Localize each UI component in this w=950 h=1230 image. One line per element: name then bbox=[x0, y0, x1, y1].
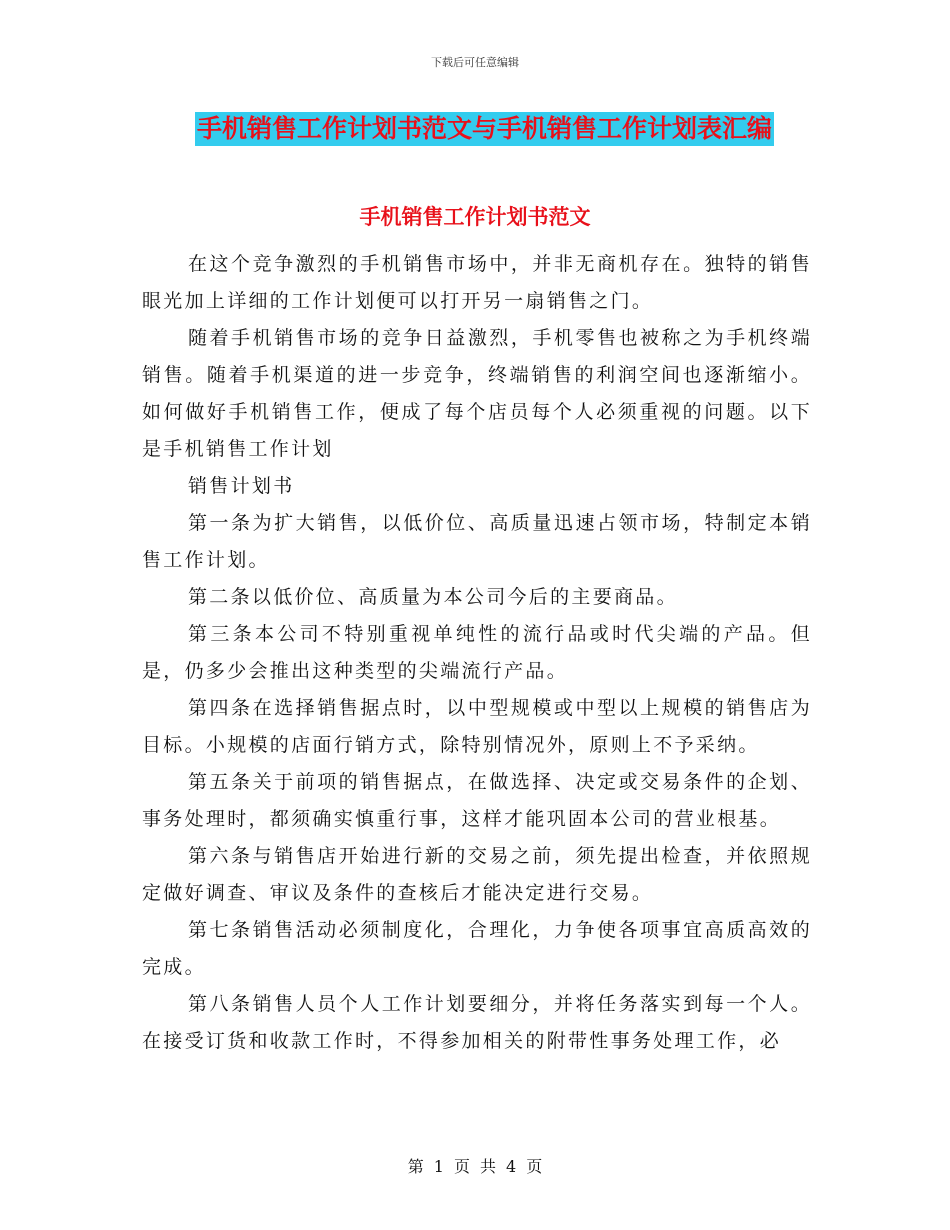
document-body bbox=[142, 246, 812, 1060]
article-8: 第八条销售人员个人工作计划要细分，并将任务落实到每一个人。在接受订货和收款工作时，不得参加相关的附带性事务处理工作，必 bbox=[142, 993, 812, 1052]
page-footer bbox=[0, 1154, 950, 1177]
paragraph: 在这个竞争激烈的手机销售市场中，并非无商机存在。独特的销售眼光加上详细的工作计划便可以打开另一扇销售之门。 bbox=[142, 253, 812, 312]
article-4: 第四条在选择销售据点时，以中型规模或中型以上规模的销售店为目标。小规模的店面行销方式，除特别情况外，原则上不予采纳。 bbox=[142, 697, 812, 756]
page-label-suffix: 页 bbox=[526, 1157, 543, 1176]
article-5: 第五条关于前项的销售据点，在做选择、决定或交易条件的企划、事务处理时，都须确实慎重行事，这样才能巩固本公司的营业根基。 bbox=[142, 771, 812, 830]
document-title: 手机销售工作计划书范文与手机销售工作计划表汇编 bbox=[195, 112, 774, 146]
total-pages-number: 4 bbox=[506, 1157, 517, 1176]
article-6: 第六条与销售店开始进行新的交易之前，须先提出检查，并依照规定做好调查、审议及条件的查核后才能决定进行交易。 bbox=[142, 845, 812, 904]
section-title: 手机销售工作计划书范文 bbox=[359, 204, 591, 229]
current-page-number: 1 bbox=[433, 1157, 444, 1176]
article-7: 第七条销售活动必须制度化，合理化，力争使各项事宜高质高效的完成。 bbox=[142, 919, 812, 978]
article-1: 第一条为扩大销售，以低价位、高质量迅速占领市场，特制定本销售工作计划。 bbox=[142, 512, 812, 571]
article-3: 第三条本公司不特别重视单纯性的流行品或时代尖端的产品。但是，仍多少会推出这种类型的尖端流行产品。 bbox=[142, 623, 812, 682]
total-label-prefix: 共 bbox=[480, 1157, 497, 1176]
paragraph: 随着手机销售市场的竞争日益激烈，手机零售也被称之为手机终端销售。随着手机渠道的进一步竞争，终端销售的利润空间也逐渐缩小。如何做好手机销售工作，便成了每个店员每个人必须重视的问题。以下是手机销售工作计划 bbox=[142, 327, 812, 460]
paragraph-subheading: 销售计划书 bbox=[188, 475, 295, 497]
article-2: 第二条以低价位、高质量为本公司今后的主要商品。 bbox=[188, 586, 678, 608]
page-label-mid: 页 bbox=[453, 1157, 470, 1176]
page-label-prefix: 第 bbox=[407, 1157, 424, 1176]
header-note: 下载后可任意编辑 bbox=[431, 56, 519, 69]
